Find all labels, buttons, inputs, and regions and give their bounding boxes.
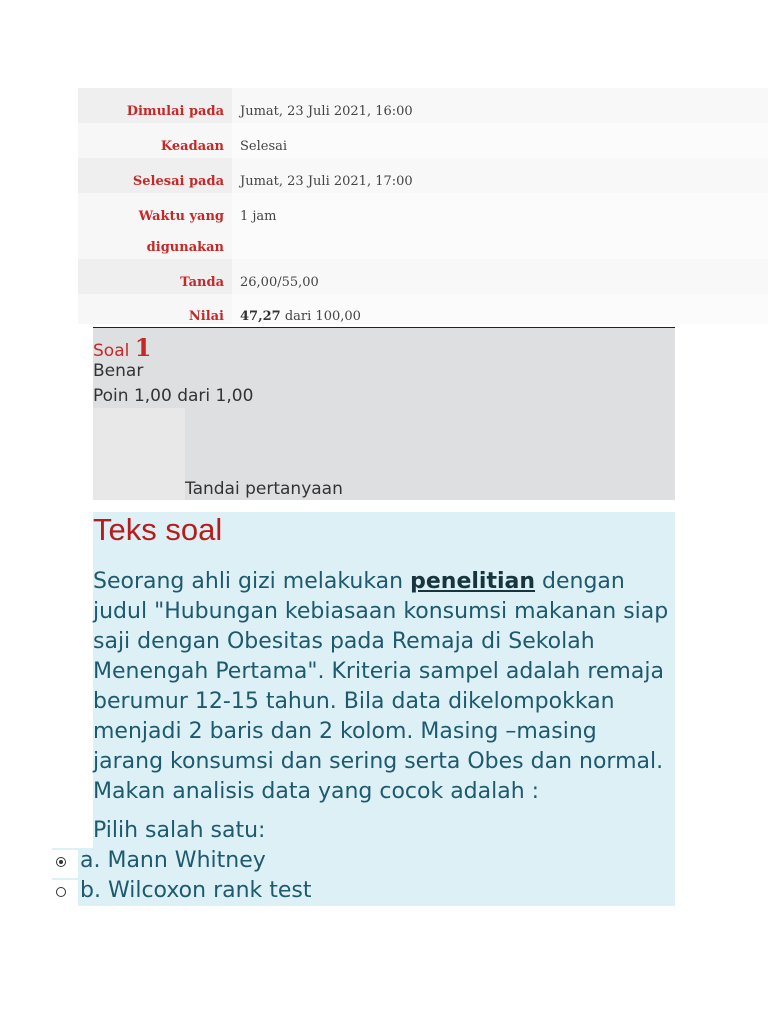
summary-row-completed	[78, 158, 768, 193]
summary-label: Tanda	[78, 259, 232, 294]
summary-row-grade	[78, 294, 768, 324]
summary-value: Jumat, 23 Juli 2021, 16:00	[232, 88, 768, 123]
answer-option-b[interactable]	[52, 880, 675, 908]
summary-value: 26,00/55,00	[232, 259, 768, 294]
attempt-summary-table	[78, 88, 768, 324]
flag-question-link[interactable]: Tandai pertanyaan	[185, 479, 343, 499]
summary-value: Selesai	[232, 123, 768, 158]
question-text-part: dengan judul "Hubungan kebiasaan konsumsi makanan siap saji dengan Obesitas pada Remaja di Sekolah Menengah Pertama". Kriteria sampel adalah remaja berumur 12-15 tahun. Bila data dikelompokkan menjadi 2 baris dan 2 kolom. Masing –masing jarang konsumsi dan sering serta Obes dan normal. Makan analisis data yang cocok adalah :	[93, 569, 669, 804]
grade-out-of: dari 100,00	[280, 309, 361, 324]
summary-label	[78, 193, 232, 259]
summary-label: Selesai pada	[78, 158, 232, 193]
summary-value: 1 jam	[232, 193, 768, 259]
summary-value	[232, 294, 768, 324]
question-info-box	[93, 327, 675, 500]
summary-row-started	[78, 88, 768, 123]
answer-label[interactable]: a. Mann Whitney	[80, 848, 266, 873]
question-mark: Poin 1,00 dari 1,00	[93, 386, 254, 406]
grade-value: 47,27	[240, 309, 281, 324]
question-text-title: Teks soal	[93, 512, 223, 547]
summary-row-state	[78, 123, 768, 158]
summary-label: Keadaan	[78, 123, 232, 158]
question-text-part: Seorang ahli gizi melakukan	[93, 569, 411, 594]
summary-label-line: digunakan	[146, 240, 224, 255]
question-state: Benar	[93, 361, 144, 381]
summary-label: Nilai	[78, 294, 232, 324]
question-formulation	[52, 512, 675, 906]
summary-row-time-taken	[78, 193, 768, 259]
summary-label-line: Waktu yang	[138, 209, 224, 224]
answer-prompt: Pilih salah satu:	[93, 818, 266, 843]
summary-row-marks	[78, 259, 768, 294]
question-number	[93, 333, 151, 362]
answer-label[interactable]: b. Wilcoxon rank test	[80, 878, 312, 903]
question-text-emphasis: penelitian	[410, 569, 536, 594]
question-number-prefix: Soal	[93, 341, 135, 361]
summary-value: Jumat, 23 Juli 2021, 17:00	[232, 158, 768, 193]
answer-option-a[interactable]	[52, 850, 675, 878]
summary-label: Dimulai pada	[78, 88, 232, 123]
radio-selected-icon[interactable]	[56, 857, 66, 867]
question-text	[93, 567, 673, 807]
radio-unselected-icon[interactable]	[56, 887, 66, 897]
flag-icon[interactable]	[93, 408, 185, 500]
formulation-margin	[52, 512, 93, 848]
radio-button[interactable]	[52, 850, 78, 878]
radio-button[interactable]	[52, 880, 78, 908]
question-number-value: 1	[134, 333, 152, 362]
